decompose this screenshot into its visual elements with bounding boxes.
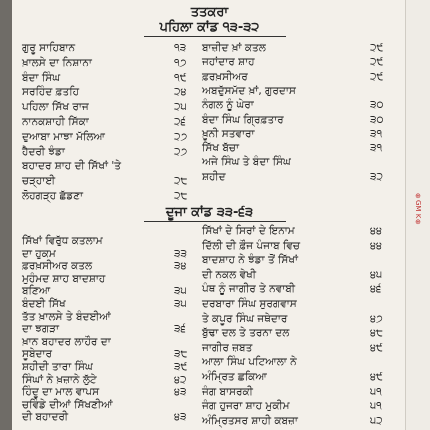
toc-entry-page: ੨੯	[370, 56, 384, 69]
toc-entry-title: ਖ਼ਾਲਸੇ ਦਾ ਨਿਸ਼ਾਨਾ	[22, 56, 92, 69]
divider	[144, 36, 286, 37]
toc-entry-page: ੪੮	[370, 327, 383, 340]
toc-entry-page: ੨੪	[174, 86, 187, 99]
toc-entry-page: ੨੫	[174, 101, 187, 114]
toc-entry-page: ੨੯	[370, 42, 384, 54]
toc-entry-page: ੨੮	[174, 175, 188, 188]
toc-entry-page: ੧੭	[174, 56, 187, 69]
toc-entry-title: ਖ਼ਾਨ ਬਹਾਦਰ ਲਾਹੌਰ ਦਾ	[22, 335, 111, 348]
toc-entry-page: ੨੮	[174, 190, 188, 202]
toc-entry-title: ਬਣਿਆ	[22, 285, 51, 298]
toc-entry-page: ੨੯	[370, 70, 384, 83]
toc-entry-page: ੩੫	[174, 298, 187, 310]
toc-entry-title: ਦੀ ਬਹਾਦਰੀ	[22, 411, 69, 424]
toc-entry-page: ੩੧	[370, 142, 383, 155]
toc-entry-page: ੩੨	[370, 170, 384, 183]
toc-entry-page: ੩੬	[174, 323, 186, 336]
toc-entry-page: ੩੫	[174, 285, 187, 298]
toc-entry-page: ੪੨	[174, 373, 187, 386]
toc-entry-title: ਮੁਹੰਮਦ ਸ਼ਾਹ ਬਾਦਸ਼ਾਹ	[22, 272, 106, 285]
toc-entry-title: ਹਿੰਦੂ ਦਾ ਮਾਲ ਵਾਪਸ	[22, 386, 100, 399]
toc-entry-title: ਦੁਆਬਾ ਮਾਝਾ ਮੱਲਿਆ	[22, 130, 105, 143]
toc-entry-title: ਫ਼ਰਖ਼ਸੀਅਰ	[202, 70, 248, 83]
toc-entry-title: ਸਿੱਖ ਬੱਚਾ	[202, 142, 240, 155]
toc-entry-title: ਤੇ ਕਪੂਰ ਸਿੰਘ ਜਥੇਦਾਰ	[202, 312, 288, 325]
toc-entry-page: ੪੩	[174, 411, 187, 424]
toc-entry-title: ਬੁੱਢਾ ਦਲ ਤੇ ਤਰਨਾ ਦਲ	[202, 327, 290, 340]
toc-entry-title: ਸਰਹਿੰਦ ਫ਼ਤਹਿ	[22, 86, 80, 99]
toc-entry-title: ਨਾਨਕਸ਼ਾਹੀ ਸਿੱਕਾ	[22, 116, 89, 128]
toc-entry-page: ੪੭	[370, 312, 383, 325]
toc-entry-title: ਬੰਦਾ ਸਿੰਘ ਗ੍ਰਿਫ਼ਤਾਰ	[202, 113, 284, 126]
toc-entry-page: ੨੬	[174, 116, 186, 128]
book-page	[12, 0, 407, 430]
toc-entry-page: ੪੯	[370, 341, 383, 354]
toc-entry-page: ੩੯	[174, 361, 188, 373]
toc-entry-page: ੩੧	[370, 127, 383, 140]
toc-entry-title: ਸਿੱਖਾਂ ਦੇ ਸਿਰਾਂ ਦੇ ਇਨਾਮ	[202, 225, 295, 237]
toc-entry-page: ੨੭	[174, 130, 188, 143]
toc-entry-page: ੧੩	[174, 42, 187, 54]
toc-entry-title: ਬਾਜ਼ੀਦ ਖ਼ਾਂ ਕਤਲ	[202, 42, 266, 54]
toc-entry-title: ਬੰਦਈ ਸਿੱਖ	[22, 298, 66, 310]
toc-entry-title: ਦਰਬਾਰਾ ਸਿੰਘ ਸੁਰਗਵਾਸ	[202, 298, 297, 310]
toc-entry-title: ਨੰਗਲ ਨੂੰ ਘੇਰਾ	[202, 99, 254, 112]
toc-entry-title: ਬਾਦਸ਼ਾਹ ਨੇ ਝੰਡਾ ਤੋਂ ਸਿੱਖਾਂ	[202, 254, 299, 267]
toc-entry-title: ਆਲਾ ਸਿੰਘ ਪਟਿਆਲਾ ਨੇ	[202, 356, 297, 369]
toc-entry-title: ਦਾ ਹੁਕਮ	[22, 247, 56, 260]
toc-entry-title: ਬਹਾਦਰ ਸ਼ਾਹ ਦੀ ਸਿੱਖਾਂ 'ਤੇ	[22, 160, 121, 173]
toc-entry-title: ਪੰਥ ਨੂੰ ਜਾਗੀਰ ਤੇ ਨਵਾਬੀ	[202, 283, 296, 296]
toc-entry-page: ੩੩	[174, 247, 188, 260]
toc-entry-title: ਅੰਮ੍ਰਿਤ ਛਕਿਆ	[202, 371, 267, 383]
toc-entry-title: ਲੋਹਗੜ੍ਹ ਛੱਡਣਾ	[22, 190, 84, 202]
toc-entry-title: ਸ਼ਹੀਦ	[202, 170, 226, 183]
toc-entry-page: ੨੭	[174, 145, 188, 158]
toc-entry-title: ਦਿੱਲੀ ਦੀ ਫ਼ੌਜ ਪੰਜਾਬ ਵਿਚ	[202, 239, 301, 252]
toc-entry-title: ਜੰਗ ਬਾਸਰਕੀ	[202, 385, 253, 398]
toc-entry-title: ਜੰਗ ਹੁਜਰਾ ਸ਼ਾਹ ਮੁਕੀਮ	[202, 400, 290, 413]
part2-heading: ਦੂਜਾ ਕਾਂਡ ੩੩-੬੩	[165, 205, 254, 220]
toc-entry-title: ਚੜ੍ਹਾਈ	[22, 175, 56, 188]
toc-entry-page: ੪੫	[370, 268, 383, 281]
toc-entry-title: ਜਾਗੀਰ ਜ਼ਬਤ	[202, 341, 253, 354]
toc-entry-title: ਸਿੱਖਾਂ ਵਿਰੁੱਧ ਕਤਲਾਮ	[22, 235, 103, 247]
toc-entry-title: ਸੂਬੇਦਾਰ	[22, 348, 53, 361]
toc-entry-title: ਤੱਤ ਖ਼ਾਲਸੇ ਤੇ ਬੰਦਈਆਂ	[22, 310, 111, 323]
toc-entry-title: ਸ਼ਹੀਦੀ ਤਾਰਾ ਸਿੰਘ	[22, 361, 93, 373]
toc-entry-page: ੫੧	[370, 400, 382, 413]
toc-entry-title: ਗੁਰੂ ਸਾਹਿਬਾਨ	[22, 42, 76, 54]
toc-entry-title: ਬੰਦਾ ਸਿੰਘ	[22, 71, 61, 84]
page-title: ਤਤਕਰਾ	[190, 5, 229, 20]
side-binding	[405, 0, 430, 430]
toc-entry-page: ੪੬	[370, 283, 382, 296]
toc-entry-page: ੫੧	[370, 385, 382, 398]
toc-entry-title: ਅੰਮ੍ਰਿਤਸਰ ਸ਼ਾਹੀ ਕਬਜ਼ਾ	[202, 414, 298, 427]
toc-entry-page: ੪੪	[370, 225, 383, 237]
publisher-logo-icon: ⊕ GM K ⊕	[414, 191, 422, 227]
toc-entry-title: ਫ਼ਰਖ਼ਸੀਅਰ ਕਤਲ	[22, 260, 93, 273]
toc-entry-title: ਖ਼ੂਨੀ ਸਤਵਾਰਾ	[202, 127, 255, 140]
toc-entry-page: ੪੪	[370, 239, 383, 252]
toc-entry-title: ਜਹਾਂਦਾਰ ਸ਼ਾਹ	[202, 56, 255, 69]
toc-entry-page: ੩੮	[174, 348, 188, 361]
toc-entry-title: ਦੀ ਨਕਲ ਵੇਖੀ	[202, 268, 256, 281]
toc-entry-title: ਸਿੰਘਾਂ ਨੇ ਖ਼ਜ਼ਾਨੇ ਲੁੱਟੇ	[22, 373, 97, 386]
divider	[144, 221, 286, 222]
toc-entry-page: ੪੩	[174, 386, 187, 399]
toc-entry-title: ਪਹਿਲਾ ਸਿੱਖ ਰਾਜ	[22, 101, 89, 114]
toc-entry-title: ਅਬਦੁੱਸਮੱਦ ਖ਼ਾਂ, ਗੁਰਦਾਸ	[202, 84, 296, 97]
toc-entry-page: ੩੦	[370, 113, 384, 126]
toc-entry-page: ੧੯	[174, 71, 187, 84]
toc-entry-page: ੩੪	[174, 260, 187, 273]
toc-entry-page: ੩੦	[370, 99, 384, 112]
toc-entry-title: ਦਾ ਝਗੜਾ	[22, 323, 60, 336]
part1-heading: ਪਹਿਲਾ ਕਾਂਡ ੧੩-੩੨	[159, 20, 260, 35]
toc-entry-title: ਅਜੇ ਸਿੰਘ ਤੇ ਬੰਦਾ ਸਿੰਘ	[202, 156, 291, 169]
toc-entry-title: ਹੈਦਰੀ ਝੰਡਾ	[22, 145, 65, 158]
toc-entry-page: ੫੨	[370, 414, 383, 427]
toc-entry-page: ੪੯	[370, 371, 383, 383]
toc-entry-title: ਚਵਿੰਡੇ ਦੀਆਂ ਸਿੱਖਣੀਆਂ	[22, 398, 113, 411]
